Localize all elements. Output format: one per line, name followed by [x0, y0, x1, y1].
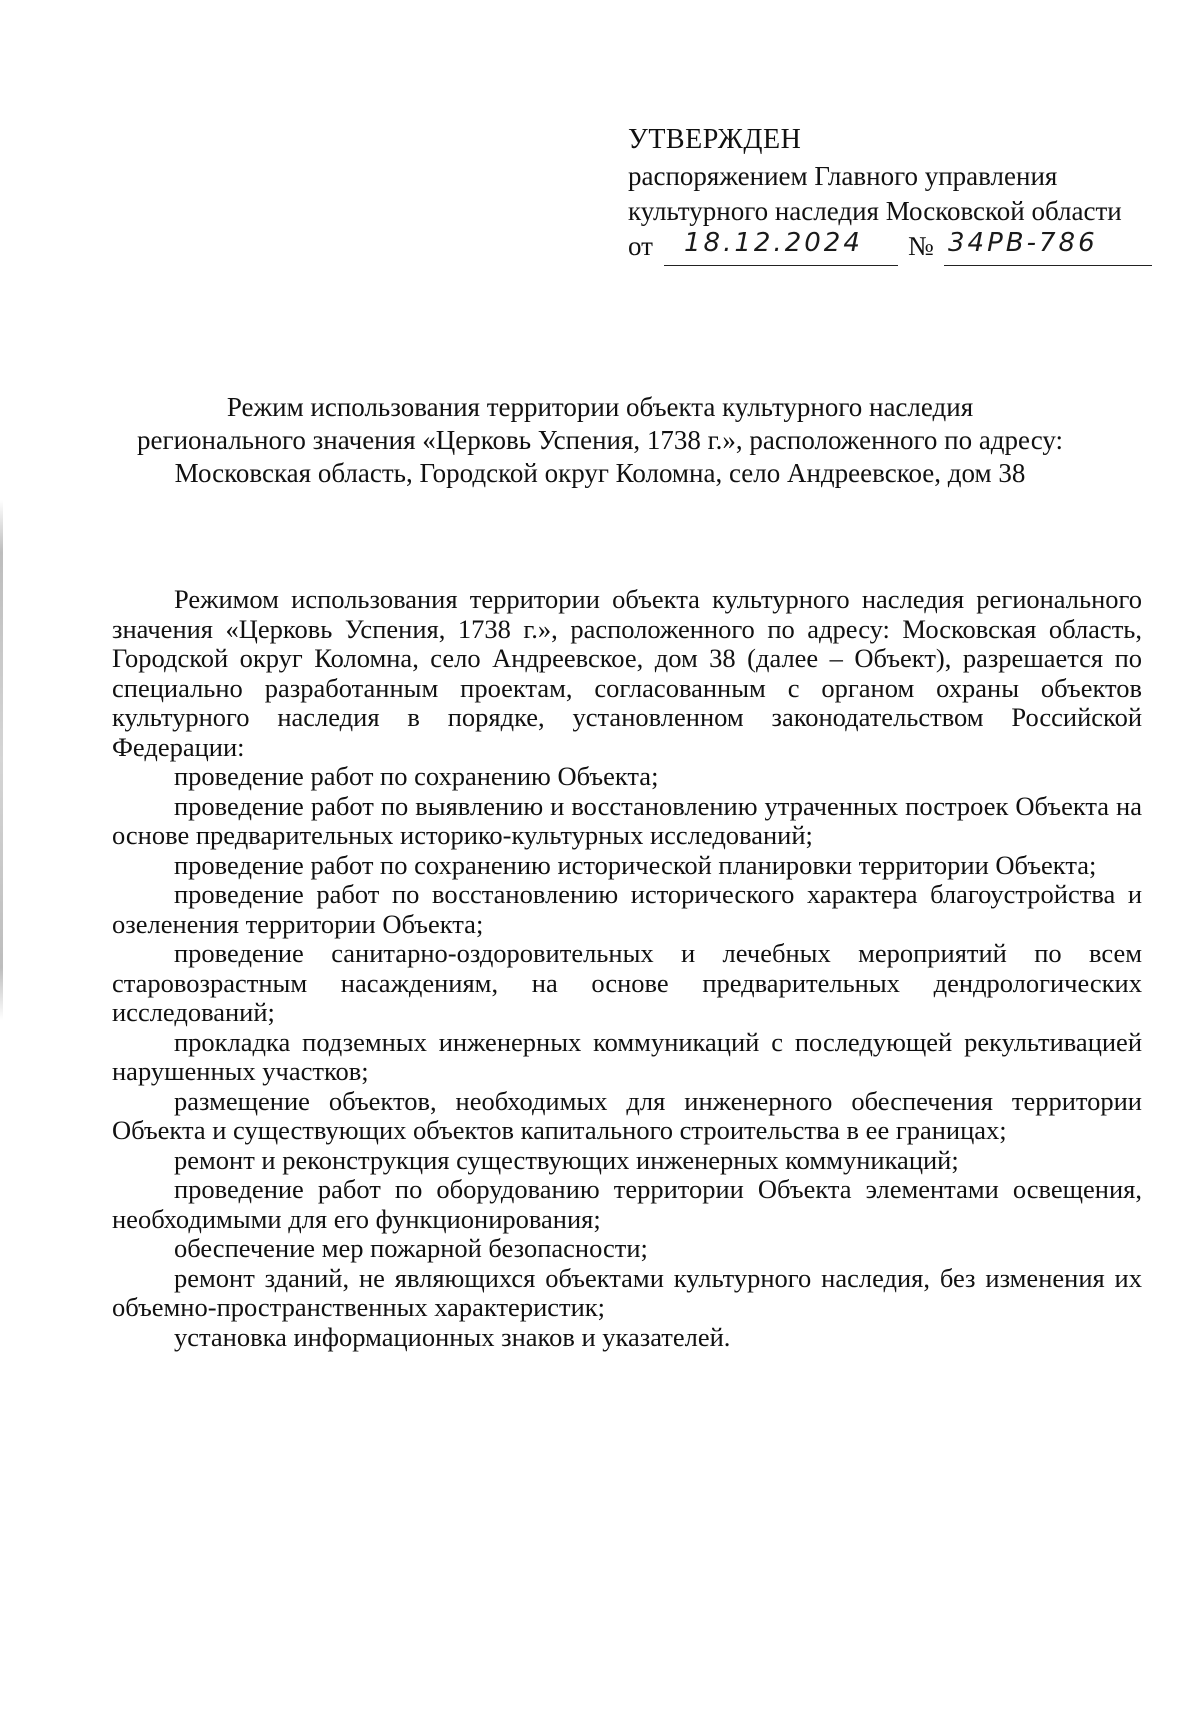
date-field	[664, 229, 898, 266]
document-title	[100, 391, 1100, 490]
intro-paragraph: Режимом использования территории объекта культурного наследия регионального значения «Церковь Успения, 1738 г.», расположенного по адресу: Московская область, Городской округ Коломна, село Андреевское, дом 38 (далее – Объект), разрешается по специально разработанным проектам, согласованным с органом охраны объектов культурного наследия в порядке, установленном законодательством Российской Федерации:	[112, 584, 1142, 762]
title-line-1: Режим использования территории объекта культурного наследия	[226, 392, 974, 422]
list-item: проведение работ по оборудованию территории Объекта элементами освещения, необходимыми для его функционирования;	[112, 1174, 1142, 1234]
number-field	[944, 229, 1152, 266]
approval-block	[628, 122, 1168, 265]
list-item: проведение работ по восстановлению исторического характера благоустройства и озеленения территории Объекта;	[112, 879, 1142, 939]
document-body	[112, 585, 1142, 1352]
date-label: от	[628, 231, 653, 261]
list-item: размещение объектов, необходимых для инженерного обеспечения территории Объекта и существующих объектов капитального строительства в ее границах;	[112, 1085, 1142, 1145]
approval-authority-line-1: распоряжением Главного управления	[628, 161, 1058, 191]
list-item: проведение работ по сохранению исторической планировки территории Объекта;	[174, 849, 1097, 880]
approved-heading: УТВЕРЖДЕН	[628, 124, 802, 155]
handwritten-date: 18.12.2024	[684, 228, 863, 258]
scan-edge-artifact	[0, 500, 3, 1020]
list-item: проведение работ по выявлению и восстановлению утраченных построек Объекта на основе предварительных историко-культурных исследований;	[112, 790, 1142, 850]
handwritten-number: 34РВ-786	[948, 228, 1098, 258]
list-item: ремонт зданий, не являющихся объектами культурного наследия, без изменения их объемно-пространственных характеристик;	[112, 1262, 1142, 1322]
list-item: проведение работ по сохранению Объекта;	[174, 761, 659, 791]
approval-authority-line-2: культурного наследия Московской области	[628, 196, 1122, 226]
approval-date-number-row	[628, 229, 1168, 265]
number-label: №	[908, 231, 934, 261]
title-line-3: Московская область, Городской округ Коломна, село Андреевское, дом 38	[174, 458, 1026, 488]
title-line-2: регионального значения «Церковь Успения, 1738 г.», расположенного по адресу:	[137, 425, 1063, 455]
list-item: установка информационных знаков и указателей.	[174, 1321, 731, 1352]
list-item: прокладка подземных инженерных коммуникаций с последующей рекультивацией нарушенных участков;	[112, 1026, 1142, 1086]
list-item: обеспечение мер пожарной безопасности;	[174, 1233, 648, 1263]
list-item: ремонт и реконструкция существующих инженерных коммуникаций;	[174, 1144, 959, 1175]
list-item: проведение санитарно-оздоровительных и лечебных мероприятий по всем старовозрастным насаждениям, на основе предварительных дендрологических исследований;	[112, 938, 1142, 1027]
